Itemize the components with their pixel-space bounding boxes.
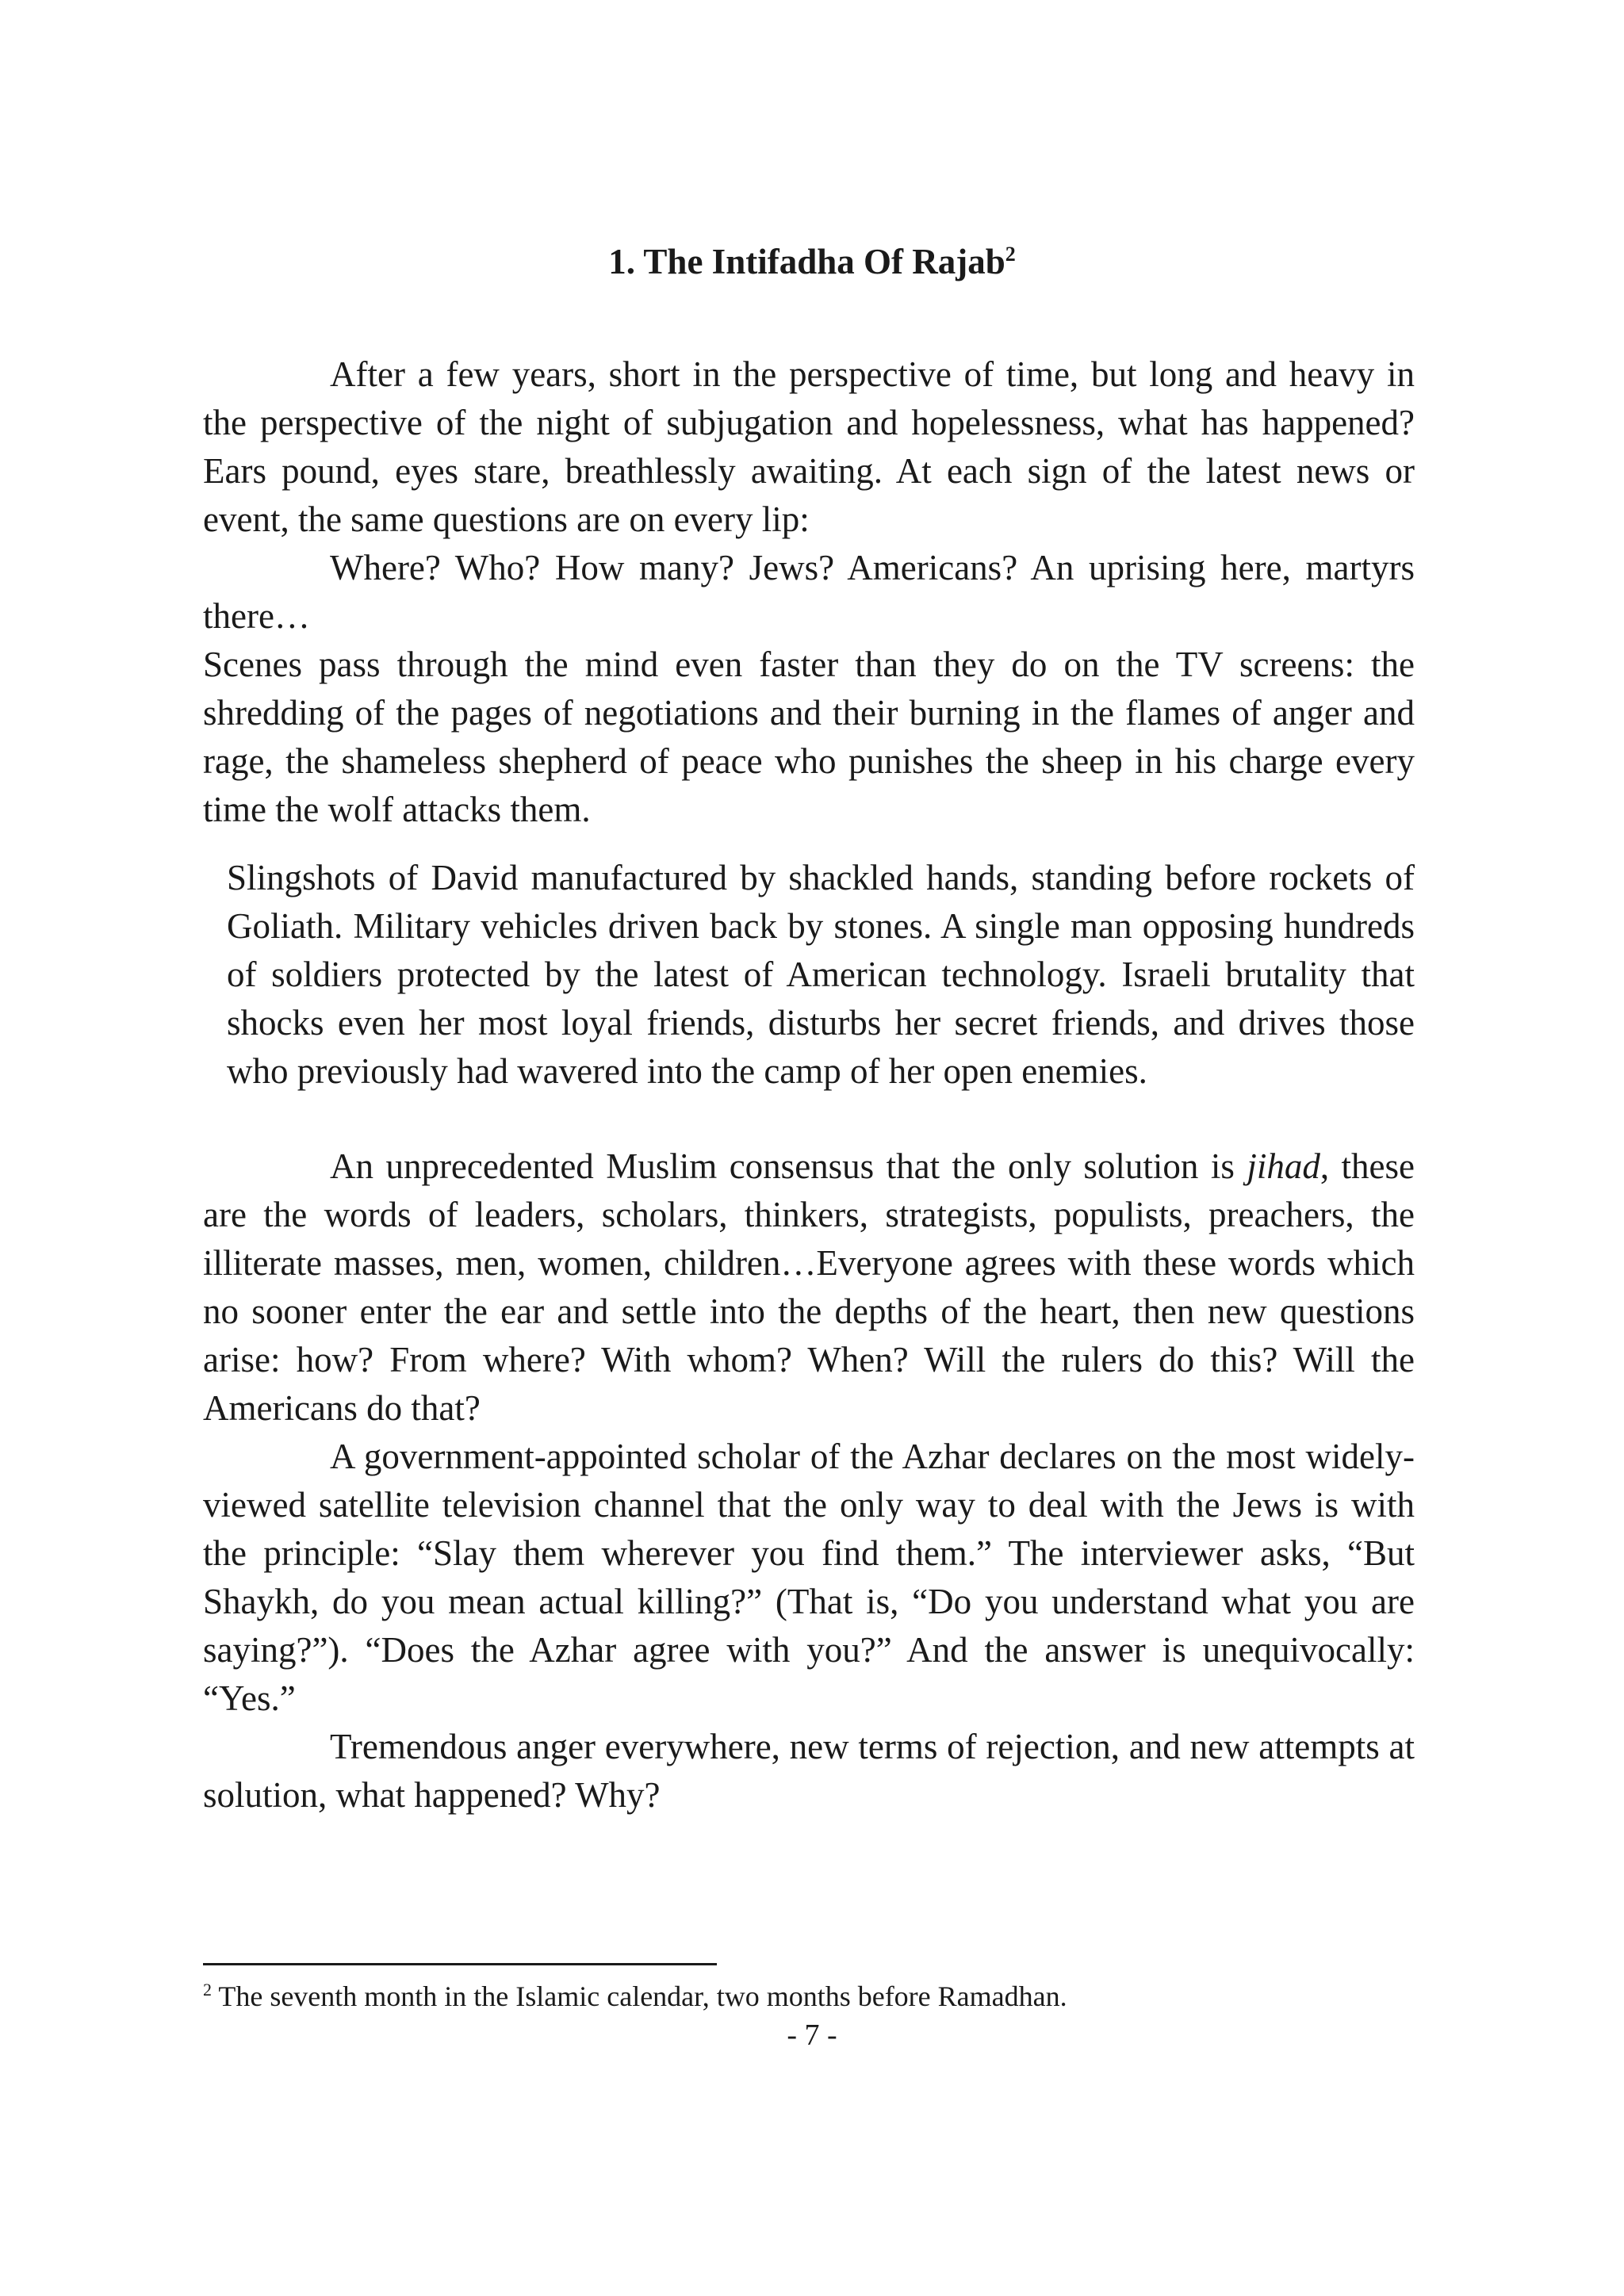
paragraph-5-rest: , these are the words of leaders, scholars, thinkers, strategists, populists, preachers, the illiterate masses, men, women, children…Everyone agrees with these words which no sooner enter the ear and settle into the depths of the heart, then new questions arise: how? From where? With whom? When? Will the rulers do this? Will the Americans do that? — [203, 1146, 1415, 1428]
paragraph-7: Tremendous anger everywhere, new terms of rejection, and new attempts at solution, what happened? Why? — [203, 1727, 1415, 1815]
chapter-title-text: 1. The Intifadha Of Rajab — [608, 242, 1005, 281]
indented-section — [227, 854, 1415, 1096]
closing-section — [203, 1142, 1415, 1820]
footnote-reference: 2 — [1005, 243, 1016, 266]
footnote-number: 2 — [203, 1980, 212, 1999]
footnote — [203, 1977, 1415, 2015]
footnote-text: The seventh month in the Islamic calendar, two months before Ramadhan. — [212, 1980, 1067, 2012]
paragraph-6: A government-appointed scholar of the Azhar declares on the most widely-viewed satellite television channel that the only way to deal with the Jews is with the principle: “Slay them wherever you find them.” The interviewer asks, “But Shaykh, do you mean actual killing?” (That is, “Do you understand what you are saying?”). “Does the Azhar agree with you?” And the answer is unequivocally: “Yes.” — [203, 1437, 1415, 1718]
chapter-title — [0, 238, 1624, 285]
paragraph-1: After a few years, short in the perspective of time, but long and heavy in the perspective of the night of subjugation and hopelessness, what has happened? Ears pound, eyes stare, breathlessly awaiting. At each sign of the latest news or event, the same questions are on every lip: — [203, 354, 1415, 539]
page-number: - 7 - — [787, 2019, 837, 2052]
footnote-divider — [203, 1963, 717, 1965]
paragraph-5 — [203, 1142, 1415, 1433]
paragraph-5-italic: jihad — [1247, 1146, 1320, 1186]
paragraph-3: Scenes pass through the mind even faster than they do on the TV screens: the shredding of the pages of negotiations and their burning in the flames of anger and rage, the shameless shepherd of peace who punishes the sheep in his charge every time the wolf attacks them. — [203, 645, 1415, 829]
paragraph-2: Where? Who? How many? Jews? Americans? An uprising here, martyrs there… — [203, 548, 1415, 636]
paragraph-4: Slingshots of David manufactured by shackled hands, standing before rockets of Goliath. Military vehicles driven back by stones. A single man opposing hundreds of soldiers protected by the latest of American technology. Israeli brutality that shocks even her most loyal friends, disturbs her secret friends, and drives those who previously had wavered into the camp of her open enemies. — [227, 858, 1415, 1091]
paragraph-5-lead: An unprecedented Muslim consensus that the only solution is — [330, 1146, 1247, 1186]
opening-section — [203, 350, 1415, 834]
